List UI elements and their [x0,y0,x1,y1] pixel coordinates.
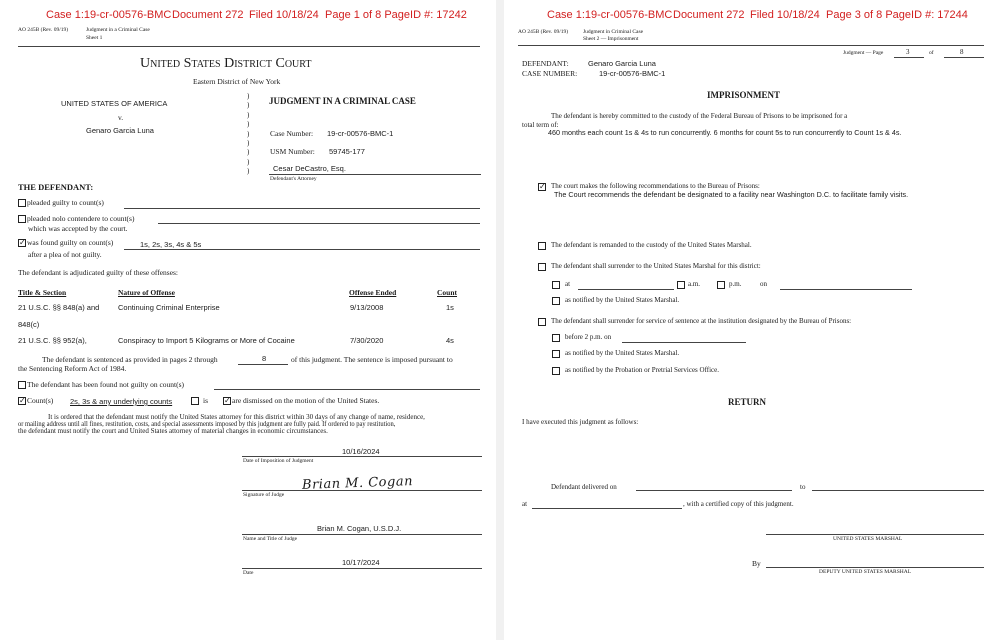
am-checkbox[interactable] [677,281,685,289]
offense-title: 21 U.S.C. §§ 952(a), [18,336,87,345]
header-rule [518,45,984,46]
defendant-label: DEFENDANT: [522,59,569,68]
col-title-section: Title & Section [18,288,67,297]
header-rule [18,46,480,47]
after-plea-label: after a plea of not guilty. [28,250,102,259]
sheet-label: Sheet 2 — Imprisonment [583,36,639,42]
marshal-label: UNITED STATES MARSHAL [833,536,903,542]
return-title: RETURN [728,397,767,407]
judge-name: Brian M. Cogan, U.S.D.J. [317,524,402,533]
judge-name-rule [242,534,482,535]
signature-label: Signature of Judge [243,492,285,498]
usm-label: USM Number: [270,147,315,156]
pleaded-nolo-checkbox[interactable] [18,215,26,223]
imprisonment-title: IMPRISONMENT [707,90,781,100]
sentenced-text-a: The defendant is sentenced as provided in pages 2 through [42,355,218,364]
counts-checkbox[interactable]: ✓ [19,396,26,405]
remanded-checkbox[interactable] [538,242,546,250]
total-term-label: total term of: [522,121,559,129]
pm-label: p.m. [729,280,742,288]
recommendations-checkbox[interactable]: ✓ [539,182,546,191]
certified-copy-label: , with a certified copy of this judgment. [683,500,794,508]
judgment-page-3 [504,0,1000,640]
stamp-case: Case 1:19-cr-00576-BMC [46,9,172,21]
at-location-rule [532,508,682,509]
deputy-label: DEPUTY UNITED STATES MARSHAL [819,569,912,575]
case-number: 19-cr-00576-BMC-1 [599,69,666,78]
delivered-on-label: Defendant delivered on [551,483,617,491]
marshal-rule [766,534,984,535]
pleaded-guilty-rule [124,208,480,209]
form-code: AO 245B (Rev. 09/19) [18,27,69,33]
not-guilty-rule [214,389,480,390]
versus: v. [118,113,124,122]
notified-probation-checkbox[interactable] [552,367,560,375]
offense-title: 21 U.S.C. §§ 848(a) and [18,303,100,312]
remanded-label: The defendant is remanded to the custody of the United States Marshal. [551,241,752,249]
are-checkbox[interactable]: ✓ [224,396,231,405]
judgment-page-1 [0,0,496,640]
judgment-page-number: 3 [906,48,910,56]
notified-marshal-2-label: as notified by the United States Marshal. [565,349,680,357]
by-label: By [752,559,761,568]
attorney-name: Cesar DeCastro, Esq. [273,164,346,173]
accepted-label: which was accepted by the court. [28,224,128,233]
col-offense-ended: Offense Ended [349,288,397,297]
recommendations-label: The court makes the following recommendations to the Bureau of Prisons: [551,182,760,190]
surrender-on-rule [780,289,912,290]
stamp-document: Document 272 [172,9,244,21]
counts-label: Count(s) [27,396,54,405]
judge-name-label: Name and Title of Judge [243,536,298,542]
of-label: of [929,50,934,56]
attorney-rule [269,174,481,175]
signature-rule [242,490,482,491]
notified-probation-label: as notified by the Probation or Pretrial Services Office. [565,366,720,374]
order-line-3: the defendant must notify the court and United States attorney of material changes in economic circumstances. [18,427,328,435]
offense-ended: 7/30/2020 [350,336,384,345]
order-line-1: It is ordered that the defendant must notify the United States attorney for this district within 30 days of any change of name, residence, [48,413,425,421]
pm-checkbox[interactable] [717,281,725,289]
sentencing-act: the Sentencing Reform Act of 1984. [18,364,127,373]
case-number-label: CASE NUMBER: [522,69,578,78]
offense-count: 4s [446,336,454,345]
stamp-page: Page 1 of 8 PageID #: 17242 [325,9,467,21]
pleaded-nolo-label: pleaded nolo contendere to count(s) [27,214,135,223]
imposition-label: Date of Imposition of Judgment [243,458,314,464]
counts-value: 2s, 3s & any underlying counts [70,397,173,406]
are-dismissed-label: are dismissed on the motion of the United States. [232,396,380,405]
surrender-marshal-checkbox[interactable] [538,263,546,271]
executed-label: I have executed this judgment as follows: [522,418,639,426]
surrender-institution-checkbox[interactable] [538,318,546,326]
notified-marshal-checkbox[interactable] [552,297,560,305]
imposition-rule [242,456,482,457]
offense-nature: Continuing Criminal Enterprise [118,303,220,312]
district: Eastern District of New York [193,77,281,86]
stamp-document: Document 272 [673,9,745,21]
at-label: at [565,280,571,288]
col-nature: Nature of Offense [118,288,175,297]
attorney-label: Defendant's Attorney [270,176,317,182]
caption-bracket: ) ) ) ) ) ) ) ) ) [247,92,250,176]
imprisonment-term: 460 months each count 1s & 4s to run concurrently. 6 months for count 5s to run concurrently to Count 1s & 4s. [548,128,902,137]
on-label: on [760,280,767,288]
am-label: a.m. [688,280,701,288]
defendant-name: Genaro Garcia Luna [588,59,656,68]
defendant-name: Genaro Garcia Luna [86,126,154,135]
stamp-page: Page 3 of 8 PageID #: 17244 [826,9,968,21]
pages-through-rule [238,364,288,365]
pleaded-guilty-checkbox[interactable] [18,199,26,207]
recommendation-text: The Court recommends the defendant be designated to a facility near Washington D.C. to facilitate family visits. [554,190,909,199]
to-label: to [800,483,806,491]
surrender-institution-label: The defendant shall surrender for service of sentence at the institution designated by the Bureau of Prisons: [551,317,852,325]
surrender-marshal-label: The defendant shall surrender to the United States Marshal for this district: [551,262,761,270]
stamp-filed: Filed 10/18/24 [750,9,820,21]
page-gutter [496,0,504,640]
deputy-rule [766,567,984,568]
before-2pm-rule [622,342,746,343]
not-guilty-checkbox[interactable] [18,381,26,389]
col-count: Count [437,288,458,297]
before-2pm-label: before 2 p.m. on [565,333,612,341]
pleaded-guilty-label: pleaded guilty to count(s) [27,198,104,207]
is-checkbox[interactable] [191,397,199,405]
imposition-date: 10/16/2024 [342,447,380,456]
form-code: AO 245B (Rev. 09/19) [518,29,569,35]
offense-title-cont: 848(c) [18,320,40,329]
found-guilty-rule [124,249,480,250]
is-label: is [203,396,209,405]
stamp-filed: Filed 10/18/24 [249,9,319,21]
pleaded-nolo-rule [158,223,480,224]
judgment-title: JUDGMENT IN A CRIMINAL CASE [269,96,416,106]
pages-through: 8 [262,354,267,363]
found-guilty-counts: 1s, 2s, 3s, 4s & 5s [140,240,202,249]
judgment-total-rule [944,57,984,58]
found-guilty-checkbox[interactable]: ✓ [19,238,26,247]
date-signed-label: Date [243,570,254,576]
stamp-case: Case 1:19-cr-00576-BMC [547,9,673,21]
judge-signature: Brian M. Cogan [301,474,414,493]
the-defendant-heading: THE DEFENDANT: [18,182,94,192]
notified-marshal-2-checkbox[interactable] [552,350,560,358]
case-number-label: Case Number: [270,129,314,138]
notified-marshal-label: as notified by the United States Marshal. [565,296,680,304]
usm-number: 59745-177 [329,147,365,156]
surrender-at-rule [578,289,674,290]
not-guilty-label: The defendant has been found not guilty on count(s) [27,380,185,389]
date-signed: 10/17/2024 [342,558,380,567]
adjudicated-label: The defendant is adjudicated guilty of these offenses: [18,268,179,277]
case-number: 19-cr-00576-BMC-1 [327,129,394,138]
form-title: Judgment in Criminal Case [583,29,644,35]
offense-count: 1s [446,303,454,312]
found-guilty-label: was found guilty on count(s) [27,238,114,247]
judgment-page-label: Judgment — Page [843,50,884,56]
offense-ended: 9/13/2008 [350,303,384,312]
committed-text: The defendant is hereby committed to the custody of the Federal Bureau of Prisons to be imprisoned for a [551,112,848,120]
court-name: United States District Court [140,56,312,71]
delivered-on-rule [636,490,792,491]
at-location-label: at [522,500,528,508]
sentenced-text-b: of this judgment. The sentence is imposed pursuant to [291,355,453,364]
plaintiff: UNITED STATES OF AMERICA [61,99,168,108]
delivered-to-rule [812,490,984,491]
order-line-2: or mailing address until all fines, restitution, costs, and special assessments imposed by this judgment are fully paid. If ordered to pay restitution, [18,420,396,428]
sheet-label: Sheet 1 [86,35,103,41]
judgment-page-rule [894,57,924,58]
form-title: Judgment in a Criminal Case [86,27,150,33]
before-2pm-checkbox[interactable] [552,334,560,342]
judgment-total: 8 [960,48,964,56]
surrender-at-checkbox[interactable] [552,281,560,289]
date-signed-rule [242,568,482,569]
offense-nature: Conspiracy to Import 5 Kilograms or More of Cocaine [118,336,295,345]
